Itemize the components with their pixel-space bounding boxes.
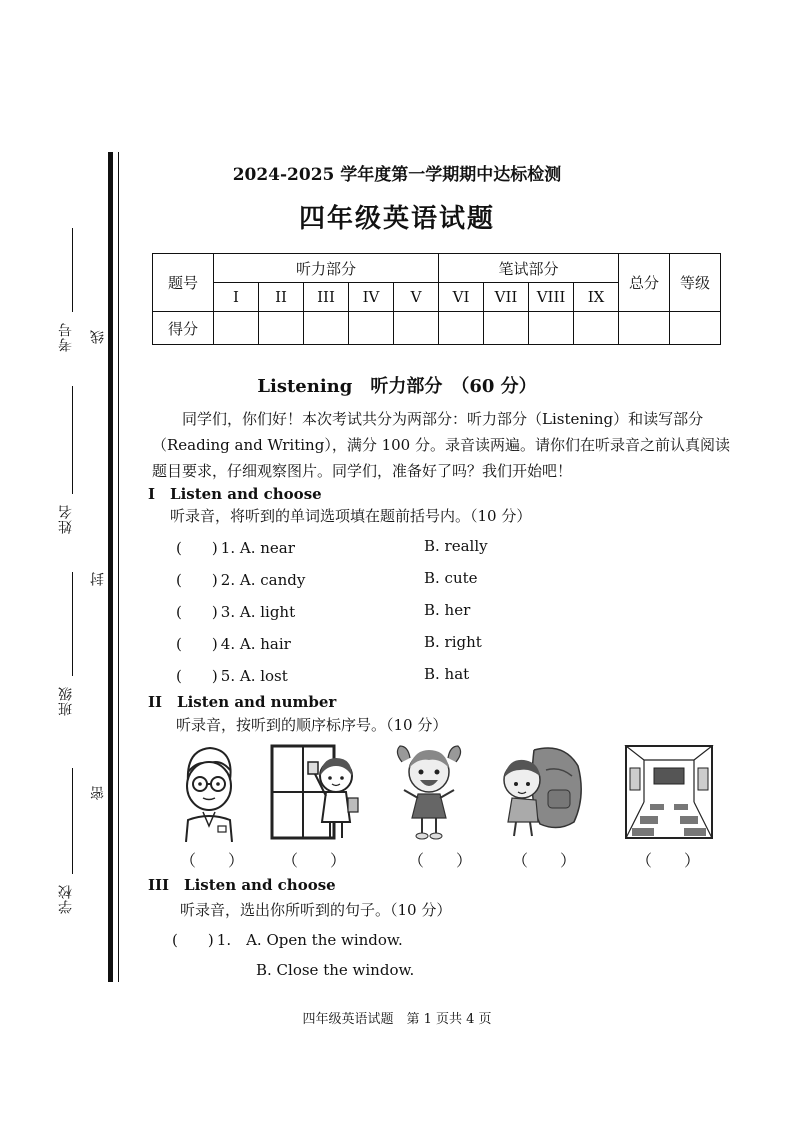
label-xingming: 姓名	[58, 504, 74, 534]
option-a: 2. A. candy	[220, 571, 306, 589]
exam-title: 四年级英语试题	[298, 204, 495, 234]
number-blank[interactable]: （ ）	[180, 851, 245, 870]
mark-mi: 密	[90, 786, 106, 800]
mark-xian: 线	[90, 330, 106, 344]
option-b: B. Close the window.	[256, 961, 415, 979]
col-header: VII	[484, 283, 529, 312]
section3-instruction: 听录音，选出你所听到的句子。（10 分）	[180, 901, 452, 919]
cell-grade: 等级	[670, 254, 721, 312]
question-4	[176, 633, 291, 654]
number-blank[interactable]: （ ）	[408, 851, 473, 870]
cell-total: 总分	[619, 254, 670, 312]
section1-head: I Listen and choose	[148, 485, 322, 503]
label-xuexiao: 学校	[58, 884, 74, 914]
label-banji: 班级	[58, 686, 74, 716]
binding-line-thin	[118, 152, 119, 982]
option-a: 1. A. near	[220, 539, 295, 557]
score-cell[interactable]	[529, 312, 574, 345]
cell-tihao: 题号	[153, 254, 214, 312]
label-kaohao: 考号	[58, 322, 74, 352]
score-cell[interactable]	[394, 312, 439, 345]
section2-head: II Listen and number	[148, 693, 337, 711]
answer-paren[interactable]: ( )	[176, 603, 218, 621]
score-cell[interactable]	[259, 312, 304, 345]
col-header: V	[394, 283, 439, 312]
col-header: III	[304, 283, 349, 312]
col-header: VI	[439, 283, 484, 312]
page-footer: 四年级英语试题 第 1 页共 4 页	[302, 1012, 492, 1027]
question-5	[176, 665, 288, 686]
field-line-xingming	[72, 386, 73, 494]
section2-instruction: 听录音，按听到的顺序标序号。（10 分）	[176, 716, 448, 734]
option-b: B. right	[424, 633, 482, 651]
field-line-banji	[72, 572, 73, 676]
question-2	[176, 569, 305, 590]
field-line-kaohao	[72, 228, 73, 312]
question-3-1	[172, 929, 403, 950]
option-a: 5. A. lost	[220, 667, 288, 685]
option-b: B. cute	[424, 569, 478, 587]
cell-writing-part: 笔试部分	[439, 254, 619, 283]
option-a: 4. A. hair	[220, 635, 291, 653]
score-cell[interactable]	[349, 312, 394, 345]
option-b: B. really	[424, 537, 488, 555]
listening-intro: 同学们，你们好！本次考试共分为两部分：听力部分（Listening）和读写部分（Reading and Writing），满分 100 分。录音读两遍。请你们在听录音之前认真阅读题目要求，仔细观察图片。同学们，准备好了吗？我们开始吧！	[152, 410, 730, 480]
number-blank[interactable]: （ ）	[512, 851, 577, 870]
field-line-xuexiao	[72, 768, 73, 874]
col-header: VIII	[529, 283, 574, 312]
classroom-picture	[624, 744, 714, 840]
score-table	[152, 253, 721, 345]
score-cell-grade[interactable]	[670, 312, 721, 345]
girl-window-picture	[270, 742, 368, 842]
number-blank[interactable]: （ ）	[636, 851, 701, 870]
option-a: 1. A. Open the window.	[216, 931, 403, 949]
happy-girl-picture	[392, 742, 466, 842]
col-header: II	[259, 283, 304, 312]
score-cell[interactable]	[439, 312, 484, 345]
cell-defen: 得分	[153, 312, 214, 345]
boy-glasses-picture	[178, 742, 240, 842]
score-cell[interactable]	[214, 312, 259, 345]
score-cell[interactable]	[304, 312, 349, 345]
binding-line-thick	[108, 152, 113, 982]
col-header: IX	[574, 283, 619, 312]
col-header: IV	[349, 283, 394, 312]
score-cell[interactable]	[574, 312, 619, 345]
option-b: B. hat	[424, 665, 470, 683]
answer-paren[interactable]: ( )	[172, 931, 214, 949]
boy-backpack-picture	[494, 740, 586, 840]
question-3	[176, 601, 295, 622]
section3-head: III Listen and choose	[148, 876, 336, 894]
listening-title: Listening 听力部分 （60 分）	[257, 376, 537, 397]
exam-subtitle: 2024-2025 学年度第一学期期中达标检测	[232, 165, 562, 185]
option-a: 3. A. light	[220, 603, 296, 621]
answer-paren[interactable]: ( )	[176, 635, 218, 653]
score-cell[interactable]	[484, 312, 529, 345]
answer-paren[interactable]: ( )	[176, 539, 218, 557]
question-1	[176, 537, 295, 558]
score-cell-total[interactable]	[619, 312, 670, 345]
mark-feng: 封	[90, 572, 106, 586]
cell-listening-part: 听力部分	[214, 254, 439, 283]
answer-paren[interactable]: ( )	[176, 667, 218, 685]
option-b: B. her	[424, 601, 471, 619]
section1-instruction: 听录音，将听到的单词选项填在题前括号内。（10 分）	[170, 507, 532, 525]
answer-paren[interactable]: ( )	[176, 571, 218, 589]
col-header: I	[214, 283, 259, 312]
number-blank[interactable]: （ ）	[282, 851, 347, 870]
